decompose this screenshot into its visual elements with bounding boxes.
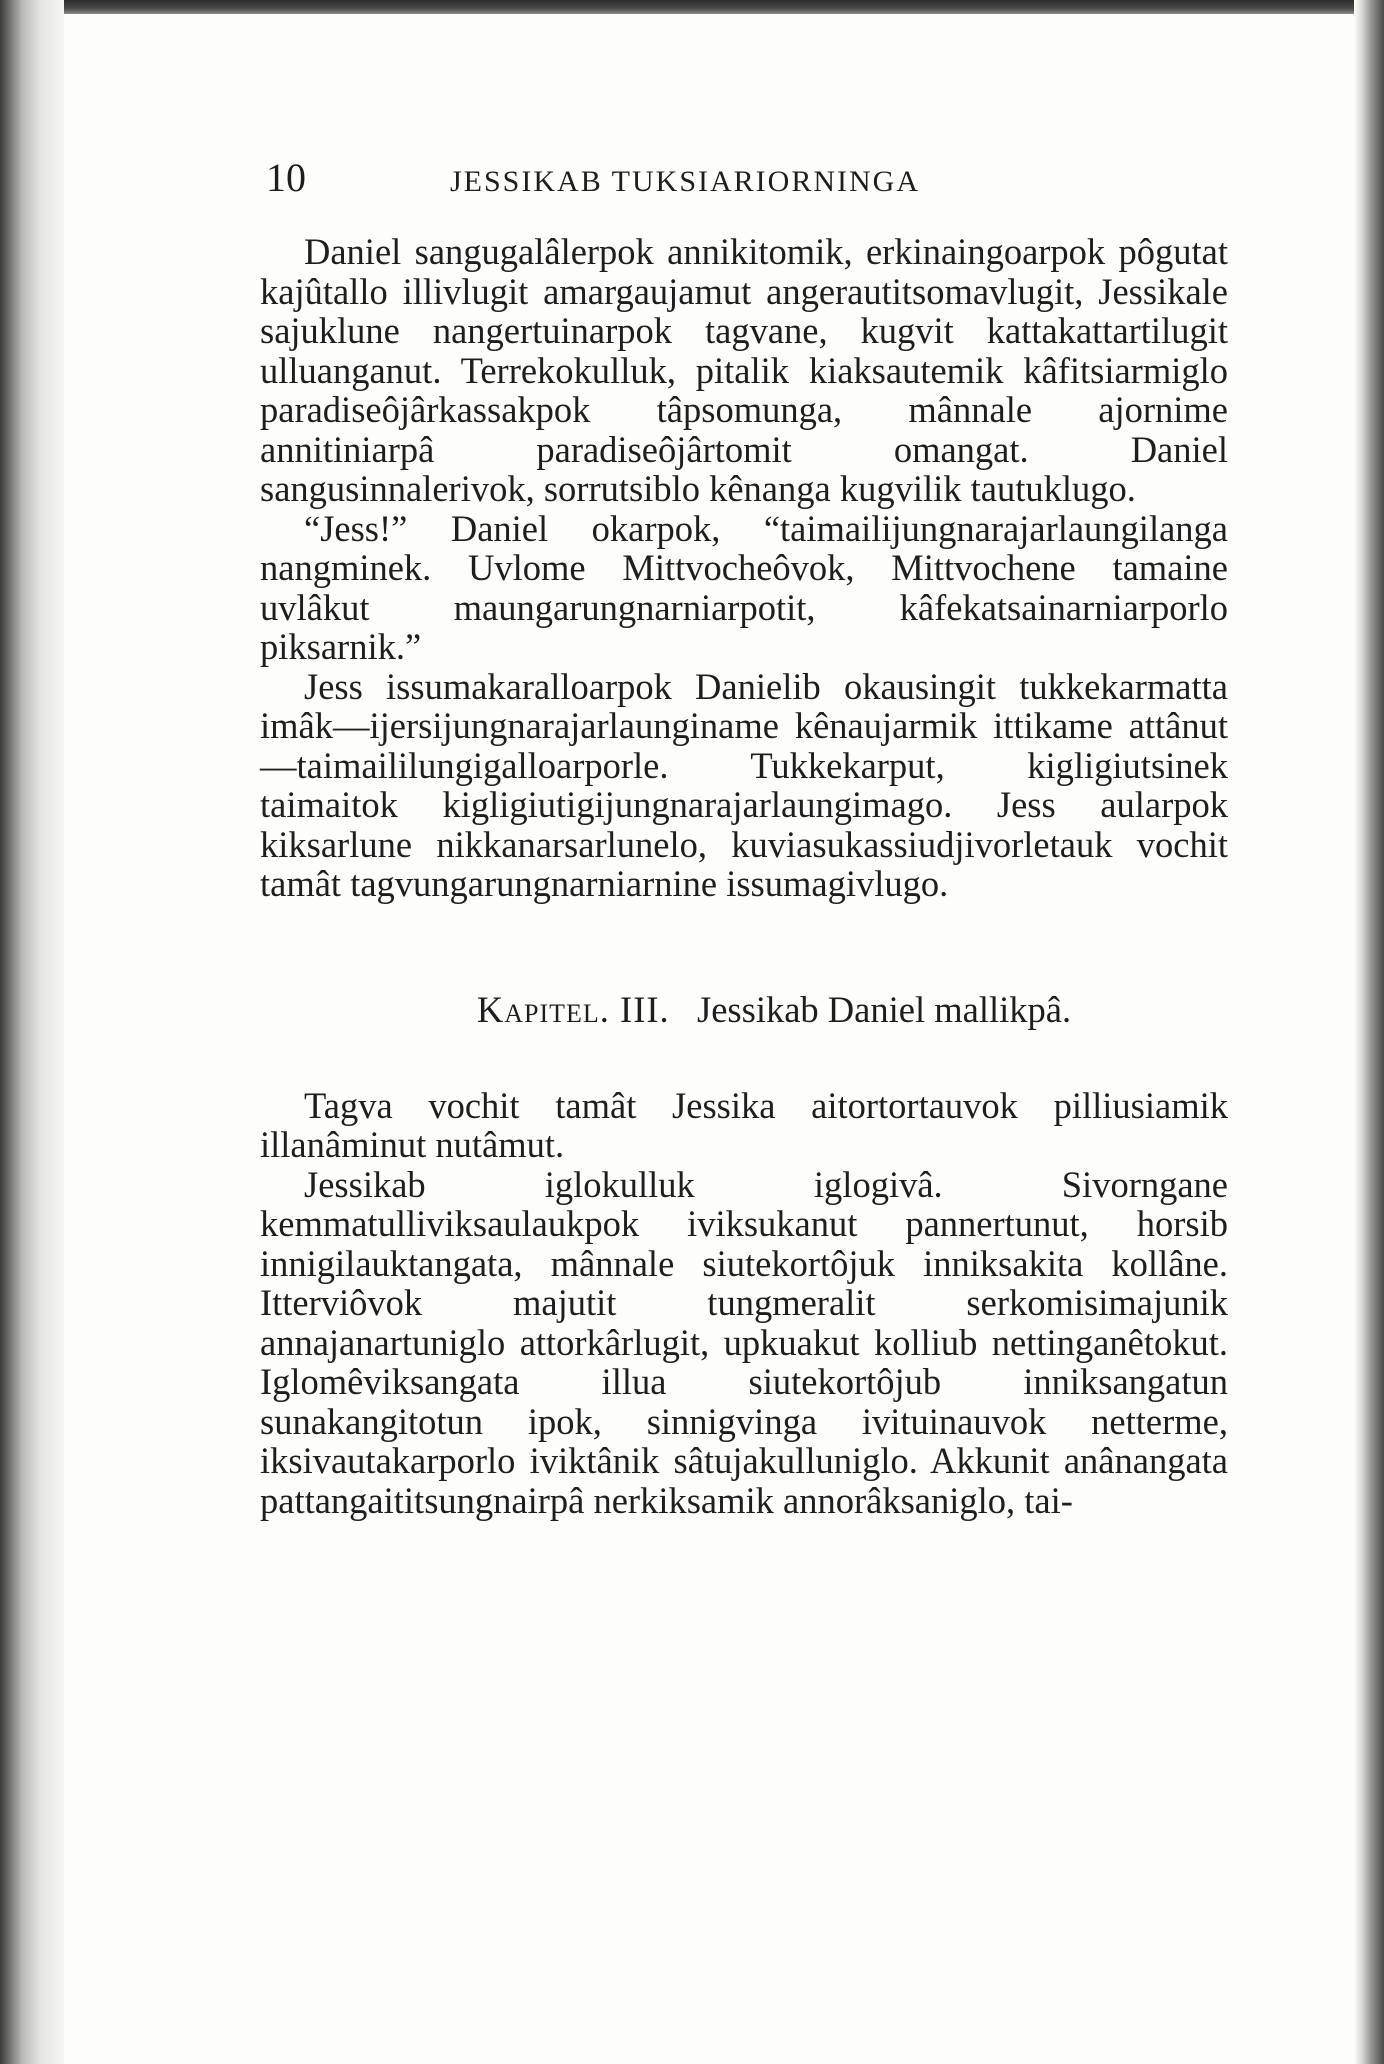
running-head xyxy=(260,150,1228,206)
chapter-label: Kapitel. III. xyxy=(476,988,670,1030)
chapter-ii-text xyxy=(260,232,1228,904)
paragraph: Tagva vochit tamât Jessika aitortortauvok pilliusiamik illanâminut nutâmut. xyxy=(260,1084,1228,1165)
running-title: JESSIKAB TUKSIARIORNINGA xyxy=(450,165,920,198)
chapter-iii-text xyxy=(260,1086,1228,1521)
paragraph: Jess issumakaralloarpok Danielib okausingit tukkekarmatta imâk—ijersijungnarajarlaunginame kênaujarmik ittikame attânut—taimaililungigalloarporle. Tukkekarput, kigligiutsinek taimaitok kigligiutigijungnarajarlaungimago. Jess aularpok kiksarlune nikkanarsarlunelo, kuviasukassiudjivorletauk vochit tamât tagvungarungnarniarnine issumagivlugo. xyxy=(260,665,1228,904)
paragraph: Jessikab iglokulluk iglogivâ. Sivorngane kemmatulliviksaulaukpok iviksukanut pannertunut, horsib innigilauktangata, mânnale siutekortôjuk inniksakita kollâne. Itterviôvok majutit tungmeralit serkomisimajunik annajanartuniglo attorkârlugit, upkuakut kolliub nettinganêtokut. Iglomêviksangata illua siutekortôjub inniksangatun sunakangitotun ipok, sinnigvinga ivituinauvok netterme, iksivautakarporlo iviktânik sâtujakulluniglo. Akkunit anânangata pattangaititsungnairpâ nerkiksamik annorâksaniglo, tai- xyxy=(260,1163,1228,1521)
scan-right-edge xyxy=(1354,0,1384,2064)
page-number: 10 xyxy=(266,155,306,200)
scan-top-edge xyxy=(0,0,1384,14)
book-page xyxy=(260,150,1228,1520)
paragraph: “Jess!” Daniel okarpok, “taimailijungnarajarlaungilanga nangminek. Uvlome Mittvocheôvok, Mittvochene tamaine uvlâkut maungarungnarniarpotit, kâfekatsainarniarporlo piksarnik.” xyxy=(260,507,1228,667)
paragraph: Daniel sangugalâlerpok annikitomik, erkinaingoarpok pôgutat kajûtallo illivlugit amargaujamut angerautitsomavlugit, Jessikale sajuklune nangertuinarpok tagvane, kugvit kattakattartilugit ulluanganut. Terrekokulluk, pitalik kiaksautemik kâfitsiarmiglo paradiseôjârkassakpok tâpsomunga, mânnale ajornime annitiniarpâ paradiseôjârtomit omangat. Daniel sangusinnalerivok, sorrutsiblo kênanga kugvilik tautuklugo. xyxy=(260,231,1228,509)
chapter-heading xyxy=(320,990,1228,1030)
chapter-title: Jessikab Daniel mallikpâ. xyxy=(697,988,1072,1030)
book-gutter-shadow xyxy=(0,0,64,2064)
